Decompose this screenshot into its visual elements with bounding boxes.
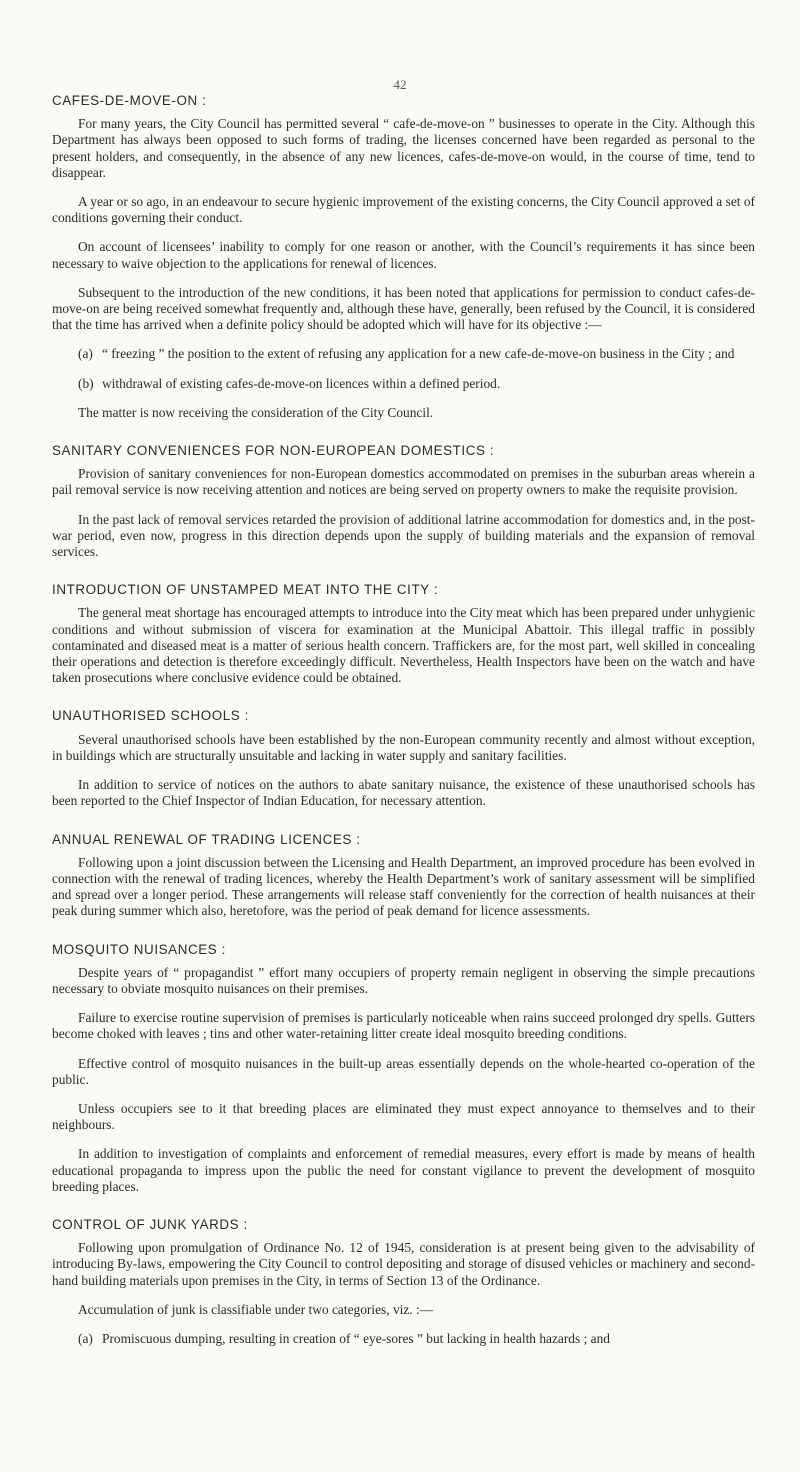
section-unauthorised-schools [52,708,755,809]
section-heading: MOSQUITO NUISANCES : [52,941,226,957]
section-heading: ANNUAL RENEWAL OF TRADING LICENCES : [52,831,361,847]
section-heading: CONTROL OF JUNK YARDS : [52,1216,248,1232]
section-cafes-de-move-on [52,93,755,421]
section-mosquito-nuisances [52,942,755,1195]
section-heading: CAFES-DE-MOVE-ON : [52,93,207,108]
paragraph: Provision of sanitary conveniences for non-European domestics accommodated on premises in the suburban areas wherein a pail removal service is now receiving attention and notices are being served on property owners to make the requisite provision. [52,466,755,498]
section-heading: UNAUTHORISED SCHOOLS : [52,708,249,724]
page-number: 42 [393,77,407,92]
paragraph: For many years, the City Council has permitted several “ cafe-de-move-on ” businesses to operate in the City. Although this Department has always been opposed to such forms of trading, the licenses concerned have been regarded as personal to the present holders, and consequently, in the absence of any new licences, cafes-de-move-on would, in the course of time, tend to disappear. [52,116,755,180]
section-trading-licences [52,832,755,920]
paragraph: The matter is now receiving the consideration of the City Council. [78,404,434,420]
paragraph: Accumulation of junk is classifiable under two categories, viz. :— [78,1301,434,1317]
paragraph: Failure to exercise routine supervision of premises is particularly noticeable when rains succeed prolonged dry spells. Gutters become choked with leaves ; tins and other water-retaining litter create ideal mosquito breeding conditions. [52,1010,755,1042]
list-item [78,1331,755,1347]
item-label: (b) [78,375,94,391]
item-label: (a) [78,346,93,362]
paragraph: Several unauthorised schools have been established by the non-European community recently and almost without exception, in buildings which are structurally unsuitable and lacking in water supply and sanitary facilities. [52,731,755,763]
paragraph: On account of licensees’ inability to comply for one reason or another, with the Council’s requirements it has since been necessary to waive objection to the applications for renewal of licences. [52,239,755,271]
paragraph: In the past lack of removal services retarded the provision of additional latrine accommodation for domestics and, in the post-war period, even now, progress in this direction depends upon the supply of building materials and the expansion of removal services. [52,511,755,560]
item-label: (a) [78,1330,93,1346]
section-unstamped-meat [52,582,755,686]
paragraph: Unless occupiers see to it that breeding places are eliminated they must expect annoyance to themselves and to their neighbours. [52,1100,755,1133]
list-item [78,346,755,362]
list-item [78,376,755,392]
paragraph: Effective control of mosquito nuisances in the built-up areas essentially depends on the whole-hearted co-operation of the public. [52,1055,755,1087]
paragraph: A year or so ago, in an endeavour to secure hygienic improvement of the existing concerns, the City Council approved a set of conditions governing their conduct. [52,194,755,226]
section-heading: INTRODUCTION OF UNSTAMPED MEAT INTO THE CITY : [52,582,439,598]
section-junk-yards [52,1217,755,1347]
paragraph: Subsequent to the introduction of the new conditions, it has been noted that applications for permission to conduct cafes-de-move-on are being received somewhat frequently and, although these have, generally, been refused by the Council, it is considered that the time has arrived when a definite policy should be adopted which will have for its objective :— [52,284,755,333]
paragraph: Following upon promulgation of Ordinance No. 12 of 1945, consideration is at present being given to the advisability of introducing By-laws, empowering the City Council to control depositing and storage of disused vehicles or machinery and second-hand building materials upon premises in the City, in terms of Section 13 of the Ordinance. [52,1240,755,1288]
paragraph: Following upon a joint discussion between the Licensing and Health Department, an improved procedure has been evolved in connection with the renewal of trading licences, whereby the Health Department’s work of sanitary assessment will be simplified and spread over a longer period. These arrangements will release staff conveniently for the correction of health nuisances at their peak during summer which also, heretofore, was the period of peak demand for licence assessments. [52,854,755,919]
item-text: Promiscuous dumping, resulting in creation of “ eye-sores ” but lacking in health hazards ; and [102,1330,610,1346]
paragraph: Despite years of “ propagandist ” effort many occupiers of property remain negligent in observing the simple precautions necessary to obviate mosquito nuisances on their premises. [52,964,755,996]
paragraph: In addition to investigation of complaints and enforcement of remedial measures, every effort is made by means of health educational propaganda to impress upon the public the need for constant vigilance to prevent the development of mosquito breeding places. [52,1146,755,1194]
paragraph: In addition to service of notices on the authors to abate sanitary nuisance, the existence of these unauthorised schools has been reported to the Chief Inspector of Indian Education, for necessary attention. [52,777,755,809]
item-text: withdrawal of existing cafes-de-move-on licences within a defined period. [102,375,501,391]
section-heading: SANITARY CONVENIENCES FOR NON-EUROPEAN DOMESTICS : [52,443,495,459]
item-text: “ freezing ” the position to the extent of refusing any application for a new cafe-de-move-on business in the City ; and [102,346,735,362]
paragraph: The general meat shortage has encouraged attempts to introduce into the City meat which has been prepared under unhygienic conditions and without submission of viscera for examination at the Municipal Abattoir. This illegal traffic in possibly contaminated and diseased meat is a matter of serious health concern. Traffickers are, for the most part, well skilled in concealing their operations and detection is therefore exceedingly difficult. Nevertheless, Health Inspectors have been on the watch and have taken prosecutions where conclusive evidence could be obtained. [52,605,755,686]
section-sanitary-conveniences [52,443,755,560]
document-body [52,93,755,1369]
